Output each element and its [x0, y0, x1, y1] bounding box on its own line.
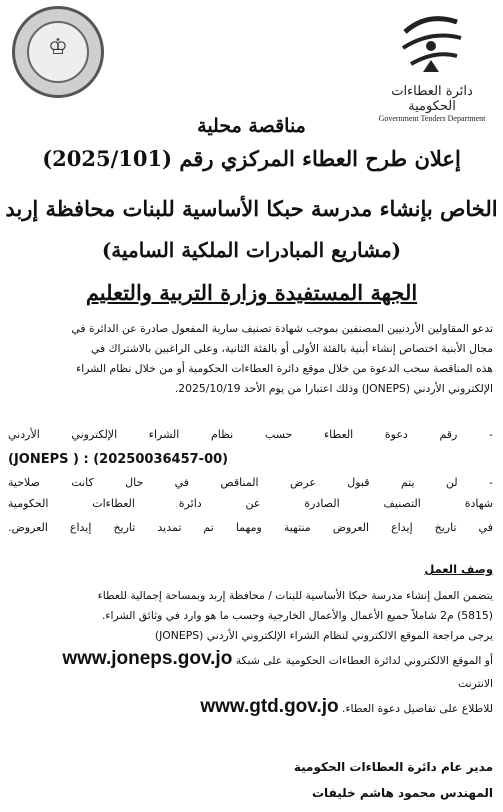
joneps-link[interactable]: www.joneps.gov.jo	[62, 648, 233, 669]
bullet-tender-number: - رقم دعوة العطاء حسب نظام الشراء الإلكتروني الأردني	[8, 428, 493, 441]
intro-paragraph: تدعو المقاولين الأردنيين المصنفين بموجب شهادة تصنيف سارية المفعول صادرة عن الدائرة في مجال الأبنية اختصاص إنشاء أبنية بالفئة الأولى أو بالفئة الثانية، وعلى الراغبين بالاشتراك في هذه المناقصة سحب الدعوة من خلال موقع دائرة العطاءات الحكومية أو من خلال نظام الشراء الإلكتروني الأردني (JONEPS) وذلك اعتبارا من يوم الأحد 2025/10/19.	[71, 322, 493, 395]
title-local-tender: مناقصة محلية	[197, 115, 306, 137]
bullet-certificate-2: شهادة التصنيف الصادرة عن دائرة العطاءات الحكومية	[8, 497, 493, 510]
bullet-certificate: - لن يتم قبول عرض المناقص في حال كانت صلاحية	[8, 476, 493, 489]
bullet-certificate-3: في تاريخ إيداع العروض منتهية ومهما تم تمديد تاريخ إيداع العروض.	[8, 521, 493, 534]
title-initiatives: (مشاريع المبادرات الملكية السامية)	[101, 238, 402, 262]
gtd-english-name: Government Tenders Department	[378, 114, 486, 123]
signature-title: مدير عام دائرة العطاءات الحكومية	[293, 760, 493, 774]
gtd-emblem-icon	[397, 10, 467, 82]
gtd-arabic-name: دائرة العطاءات الحكومية	[391, 84, 473, 114]
kingdom-seal-logo	[12, 6, 104, 98]
title-project: الخاص بإنشاء مدرسة حبكا الأساسية للبنات محافظة إربد	[5, 196, 498, 221]
title-beneficiary: الجهة المستفيدة وزارة التربية والتعليم	[85, 280, 418, 305]
signature-name: المهندس محمود هاشم خليفات	[312, 786, 493, 800]
gtd-logo	[371, 10, 493, 128]
section-heading-work: وصف العمل	[424, 562, 493, 576]
crown-icon: ♔	[48, 35, 68, 60]
gtd-link[interactable]: www.gtd.gov.jo	[200, 696, 339, 717]
work-description: يتضمن العمل إنشاء مدرسة حبكا الأساسية للبنات / محافظة إربد وبمساحة إجمالية للعطاء (5815) م2 شاملاً جميع الأعمال والأعمال الخارجية وحسب ما هو وارد في وثائق الشراء. يرجى مراجعة الموقع الالكتروني لنظام الشراء الإلكتروني الأردني (JONEPS) أو الموقع الالكتروني لدائرة العطاءات الحكومية على شبكة www.joneps.gov.jo الانترنت للاطلاع على تفاصيل دعوة العطاء. www.gtd.gov.jo	[62, 589, 493, 717]
joneps-number: (20250036457-00) : ( JONEPS)	[8, 452, 229, 467]
title-announcement: إعلان طرح العطاء المركزي رقم (2025/101)	[42, 146, 461, 171]
